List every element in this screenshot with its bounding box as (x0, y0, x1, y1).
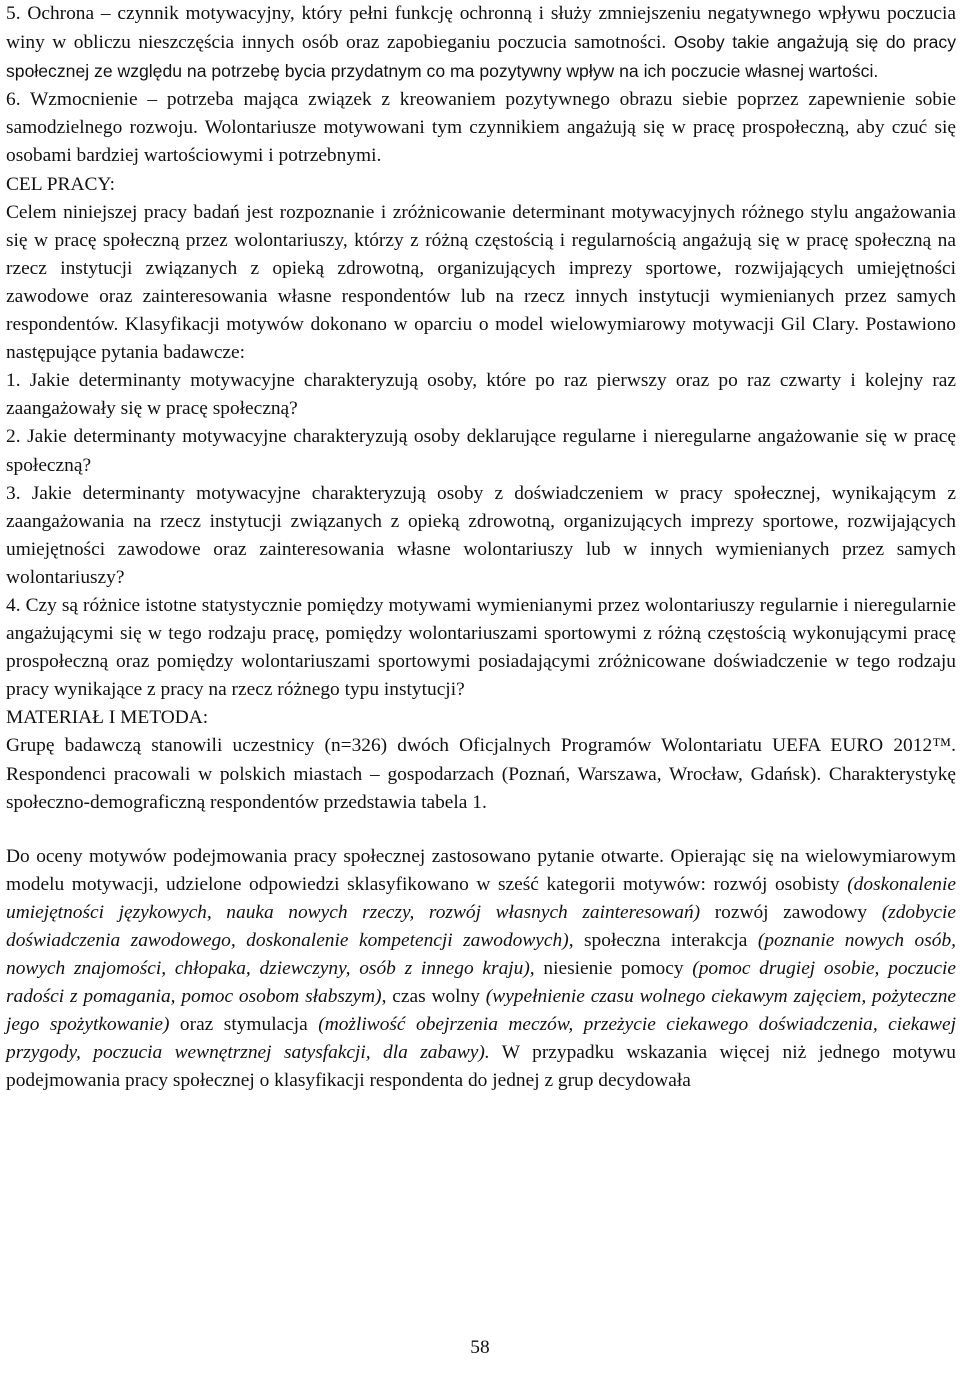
method-text-1: Do oceny motywów podejmowania pracy społecznej zastosowano pytanie otwarte. Opierając się na wielowymiarowym modelu motywacji, udzielone odpowiedzi sklasyfikowano w sześć kategorii motywów: rozwój osobisty (6, 845, 956, 895)
method-italic-4: (pomoc drugiej osobie, poczucie radości z pomagania, pomoc osobom słabszym) (6, 958, 956, 1008)
method-italic-1: (doskonalenie umiejętności językowych, nauka nowych rzeczy, rozwój własnych zainteresowań) (6, 873, 956, 923)
item-5-part-a: 5. Ochrona – czynnik motywacyjny, który pełni funkcję ochronną i służy zmniejszeniu negatywnego wpływu poczucia winy w obliczu nieszczęścia innych osób oraz zapobieganiu poczucia samotności. (6, 3, 956, 54)
item-5-part-b: Osoby takie angażują się do pracy społecznej ze względu na potrzebę bycia przydatnym co ma pozytywny wpływ na ich poczucie własnej wartości. (6, 32, 957, 82)
method-text-5: , czas wolny (381, 986, 486, 1008)
method-italic-5: (wypełnienie czasu wolnego ciekawym zajęciem, pożyteczne jego spożytkowanie) (6, 986, 957, 1036)
item-5 (6, 0, 956, 86)
method-text-4: niesienie pomocy (534, 958, 693, 980)
research-question-2: 2. Jakie determinanty motywacyjne charakteryzują osoby deklarujące regularne i nieregularne angażowanie się w pracę społeczną? (6, 426, 956, 476)
material-body: Grupę badawczą stanowili uczestnicy (n=326) dwóch Oficjalnych Programów Wolontariatu UEFA EURO 2012™. Respondenci pracowali w polskich miastach – gospodarzach (Poznań, Warszawa, Wrocław, Gdańsk). Charakterystykę społeczno-demograficzną respondentów przedstawia tabela 1. (6, 735, 956, 813)
item-6-part-a: 6. Wzmocnienie – potrzeba mająca związek z kreowaniem pozytywnego obrazu siebie poprzez zapewnienie sobie samodzielnego rozwoju. (6, 89, 956, 139)
document-page (6, 0, 956, 1096)
method-text-7: W przypadku wskazania więcej niż jednego motywu podejmowania pracy społecznej o klasyfikacji respondenta do jednej z grup decydowała (6, 1042, 957, 1092)
method-paragraph (6, 843, 956, 1096)
cel-pracy-heading: CEL PRACY: (6, 173, 116, 195)
research-question-4: 4. Czy są różnice istotne statystycznie pomiędzy motywami wymienianymi przez wolontariuszy regularnie i nieregularnie angażującymi się w tego rodzaju pracę, pomiędzy wolontariuszami sportowymi z różną częstością wykonującymi pracę prospołeczną oraz pomiędzy wolontariuszami sportowymi posiadającymi zróżnicowane doświadczenie w tego rodzaju pracy wynikające z pracy na rzecz różnego typu instytucji? (6, 594, 956, 701)
research-question-3: 3. Jakie determinanty motywacyjne charakteryzują osoby z doświadczeniem w pracy społecznej, wynikającym z zaangażowania na rzecz instytucji związanych z opieką zdrowotną, organizujących imprezy sportowe, rozwijających umiejętności zawodowe oraz zainteresowania własne wolontariuszy lub w innych wymienianych przez samych wolontariuszy? (6, 482, 956, 588)
cel-pracy-body: Celem niniejszej pracy badań jest rozpoznanie i zróżnicowanie determinant motywacyjnych różnego stylu angażowania się w pracę społeczną przez wolontariuszy, którzy z różną częstością i regularnością angażują się w pracę społeczną na rzecz instytucji związanych z opieką zdrowotną, organizujących imprezy sportowe, rozwijających umiejętności zawodowe oraz zainteresowania własne respondentów lub na rzecz innych instytucji wymienianych przez samych respondentów. Klasyfikacji motywów dokonano w oparciu o model wielowymiarowy motywacji Gil Clary. Postawiono następujące pytania badawcze: (6, 201, 956, 364)
item-6-part-b: Wolontariusze motywowani tym czynnikiem angażują się w pracę prospołeczną, aby czuć się osobami bardziej wartościowymi i potrzebnymi. (6, 117, 956, 167)
method-text-2: rozwój zawodowy (700, 901, 882, 923)
page-number: 58 (470, 1337, 490, 1358)
method-text-3: , społeczna interakcja (568, 930, 758, 951)
method-text-6: oraz stymulacja (169, 1014, 319, 1036)
item-6 (6, 86, 956, 170)
material-heading: MATERIAŁ I METODA: (6, 707, 209, 729)
method-italic-6: (możliwość obejrzenia meczów, przeżycie ciekawego doświadczenia, ciekawej przygody, poczucia wewnętrznej satysfakcji, dla zabawy). (6, 1014, 956, 1064)
method-italic-3: (poznanie nowych osób, nowych znajomości, chłopaka, dziewczyny, osób z innego kraju), (6, 930, 956, 980)
research-question-1: 1. Jakie determinanty motywacyjne charakteryzują osoby, które po raz pierwszy oraz po raz czwarty i kolejny raz zaangażowały się w pracę społeczną? (6, 370, 956, 420)
method-italic-2: (zdobycie doświadczenia zawodowego, doskonalenie kompetencji zawodowych) (6, 901, 957, 951)
